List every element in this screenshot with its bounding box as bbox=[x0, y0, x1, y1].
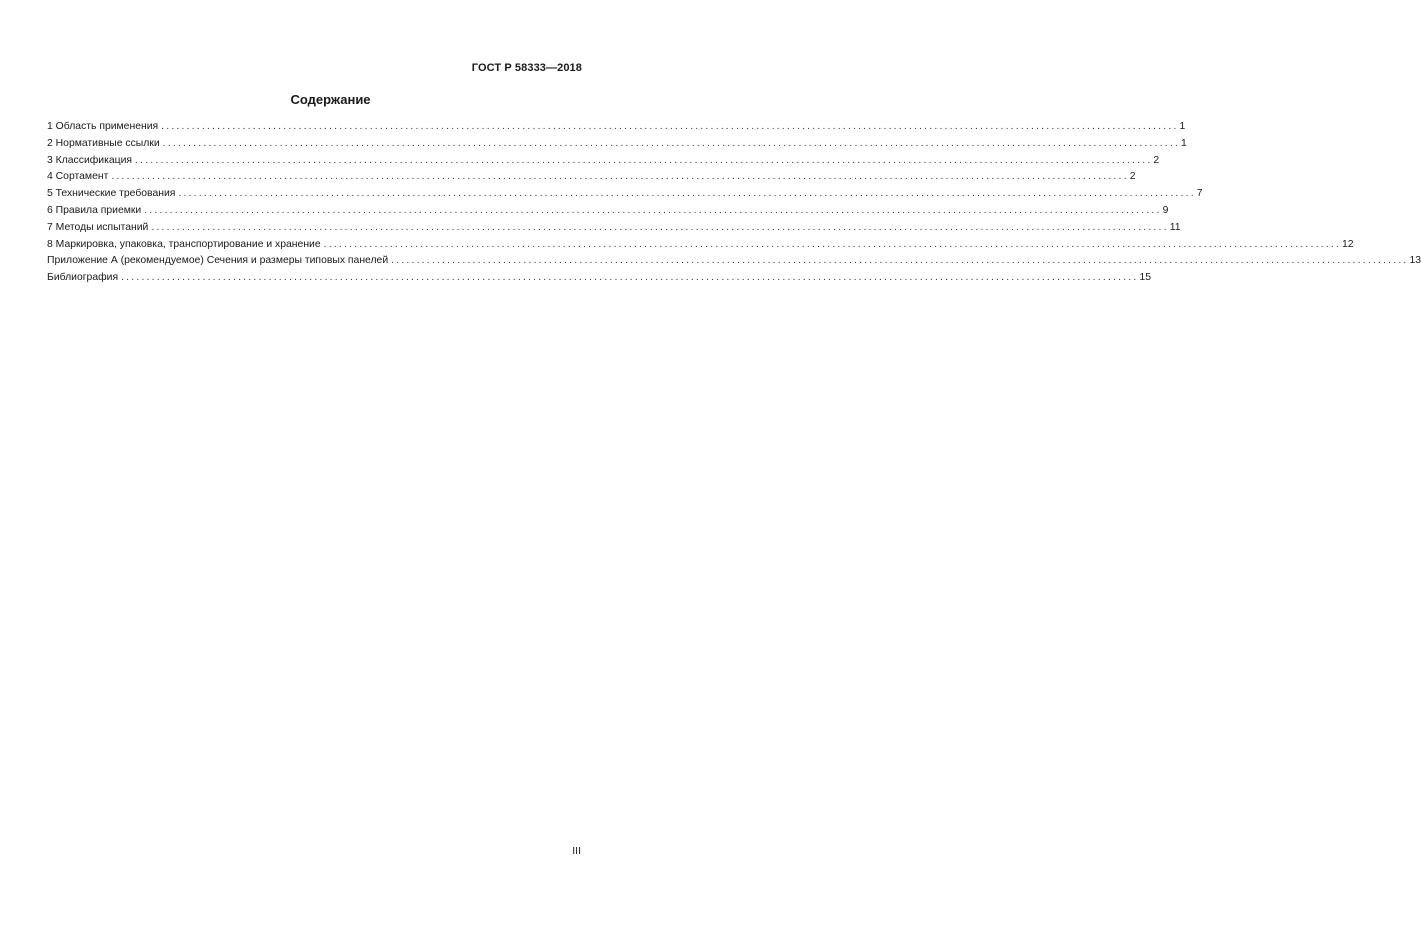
toc-entry-page: 2 bbox=[1153, 154, 1160, 166]
toc-leader-dots: ........................................................................................................................................................................................................ bbox=[144, 204, 1162, 216]
toc-entry-label: 3 Классификация bbox=[47, 154, 133, 166]
page-number: III bbox=[572, 845, 581, 857]
toc-entry-label: 5 Технические требования bbox=[47, 188, 176, 200]
toc-leader-dots: ........................................................................................................................................................................................................ bbox=[111, 171, 1129, 183]
toc-entry-label: Приложение А (рекомендуемое) Сечения и размеры типовых панелей bbox=[47, 255, 389, 267]
toc-entry-technical-requirements[interactable] bbox=[47, 186, 1203, 203]
toc-entry-test-methods[interactable] bbox=[47, 220, 1181, 237]
toc-entry-page: 15 bbox=[1139, 272, 1152, 284]
table-of-contents bbox=[47, 119, 1421, 287]
toc-entry-label: Библиография bbox=[47, 272, 119, 284]
toc-entry-label: 4 Сортамент bbox=[47, 171, 109, 183]
toc-entry-appendix-a[interactable] bbox=[47, 253, 1421, 270]
toc-entry-label: 6 Правила приемки bbox=[47, 204, 142, 216]
toc-entry-page: 1 bbox=[1181, 137, 1187, 149]
toc-leader-dots: ........................................................................................................................................................................................................ bbox=[135, 154, 1153, 166]
toc-entry-page: 2 bbox=[1129, 171, 1136, 183]
toc-entry-marking-packaging[interactable] bbox=[47, 237, 1354, 254]
toc-entry-page: 1 bbox=[1179, 121, 1186, 132]
toc-entry-page: 12 bbox=[1342, 238, 1354, 250]
toc-entry-normative-references[interactable] bbox=[47, 136, 1187, 153]
toc-entry-label: 7 Методы испытаний bbox=[47, 221, 149, 233]
toc-entry-label: 2 Нормативные ссылки bbox=[47, 137, 160, 149]
toc-entry-classification[interactable] bbox=[47, 153, 1160, 170]
page-title: Содержание bbox=[290, 92, 371, 107]
toc-leader-dots: ........................................................................................................................................................................................................ bbox=[162, 137, 1181, 149]
toc-entry-label: 8 Маркировка, упаковка, транспортирование и хранение bbox=[47, 238, 321, 250]
toc-entry-page: 7 bbox=[1196, 188, 1203, 200]
toc-leader-dots: ........................................................................................................................................................................................................ bbox=[161, 121, 1179, 132]
toc-leader-dots: ........................................................................................................................................................................................................ bbox=[178, 188, 1196, 200]
toc-leader-dots: ........................................................................................................................................................................................................ bbox=[151, 221, 1169, 233]
toc-entry-page: 11 bbox=[1169, 221, 1181, 233]
toc-entry-page: 13 bbox=[1409, 255, 1421, 267]
toc-leader-dots: ........................................................................................................................................................................................................ bbox=[391, 255, 1409, 267]
toc-entry-bibliography[interactable] bbox=[47, 270, 1152, 287]
toc-leader-dots: ........................................................................................................................................................................................................ bbox=[121, 272, 1139, 284]
toc-entry-assortment[interactable] bbox=[47, 169, 1136, 186]
toc-entry-acceptance-rules[interactable] bbox=[47, 203, 1169, 220]
document-id: ГОСТ Р 58333—2018 bbox=[471, 62, 582, 74]
toc-leader-dots: ........................................................................................................................................................................................................ bbox=[323, 238, 1342, 250]
toc-entry-scope[interactable] bbox=[47, 119, 1186, 136]
toc-entry-page: 9 bbox=[1162, 204, 1169, 216]
toc-entry-label: 1 Область применения bbox=[47, 121, 159, 132]
